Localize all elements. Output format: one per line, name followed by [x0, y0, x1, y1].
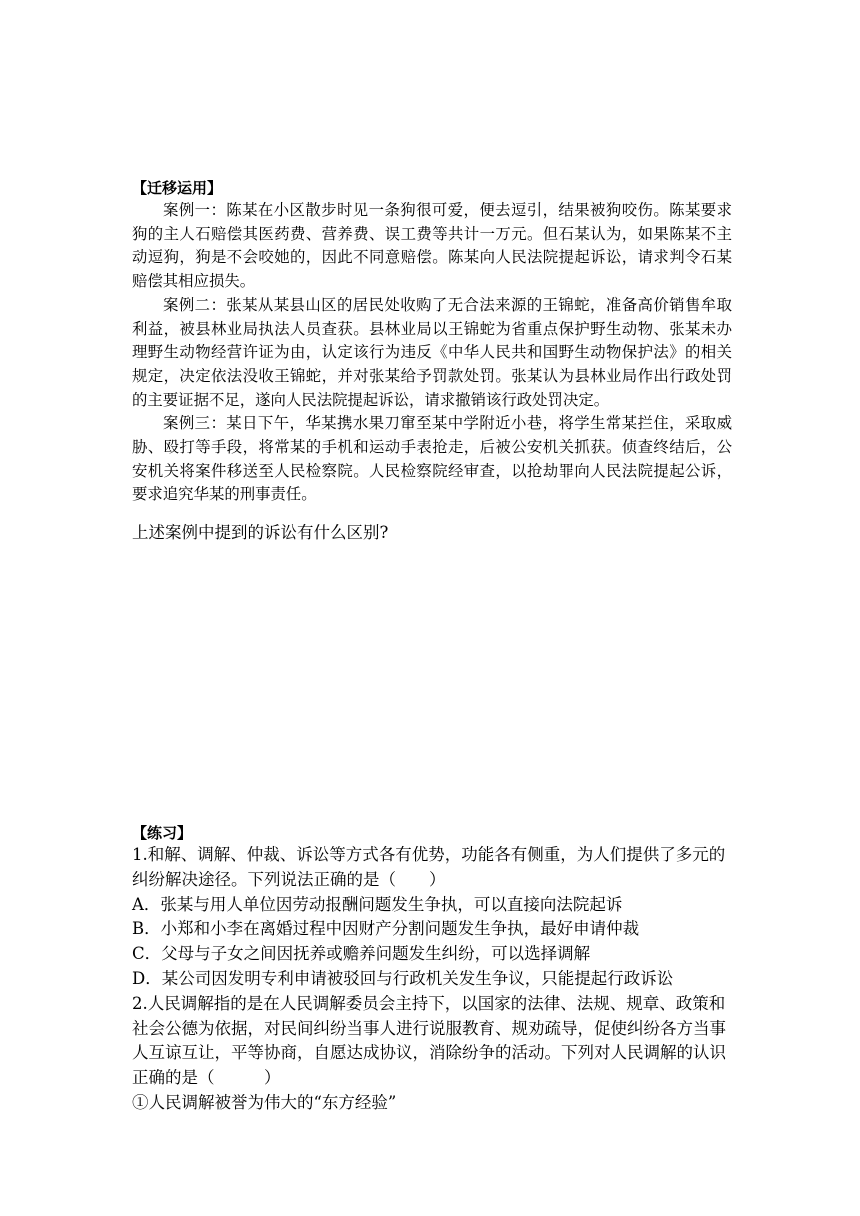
question-2-item-1: ①人民调解被誉为伟大的“东方经验” [132, 1092, 397, 1112]
question-1-stem: 1.和解、调解、仲裁、诉讼等方式各有优势，功能各有侧重，为人们提供了多元的纠纷解决途径。下列说法正确的是（ ） [132, 845, 726, 889]
case-question [132, 521, 732, 545]
case-one: 案例一：陈某在小区散步时见一条狗很可爱，便去逗引，结果被狗咬伤。陈某要求狗的主人石赔偿其医药费、营养费、误工费等共计一万元。但石某认为，如果陈某不主动逗狗，狗是不会咬她的，因此不同意赔偿。陈某向人民法院提起诉讼，请求判令石某赔偿其相应损失。 [132, 201, 732, 291]
exercise-list [132, 843, 732, 1116]
question-1-option-a: A．张某与用人单位因劳动报酬问题发生争执，可以直接向法院起诉 [132, 894, 623, 914]
question-2-stem: 2.人民调解指的是在人民调解委员会主持下，以国家的法律、法规、规章、政策和社会公德为依据，对民间纠纷当事人进行说服教育、规劝疏导，促使纠纷各方当事人互谅互让，平等协商，自愿达成协议，消除纷争的活动。下列对人民调解的认识正确的是（ ） [132, 993, 726, 1088]
case-list [132, 199, 732, 507]
section-heading-exercise: 【练习】 [132, 824, 193, 842]
question-text: 上述案例中提到的诉讼有什么区别? [132, 523, 389, 542]
case-three: 案例三：某日下午，华某携水果刀窜至某中学附近小巷，将学生常某拦住，采取威胁、殴打等手段，将常某的手机和运动手表抢走，后被公安机关抓获。侦查终结后，公安机关将案件移送至人民检察院。人民检察院经审查，以抢劫罪向人民法院提起公诉，要求追究华某的刑事责任。 [132, 414, 732, 504]
question-1-option-c: C．父母与子女之间因抚养或赡养问题发生纠纷，可以选择调解 [132, 944, 591, 964]
question-1-option-b: B．小郑和小李在离婚过程中因财产分割问题发生争执，最好申请仲裁 [132, 919, 640, 939]
section-heading-transfer: 【迁移运用】 [132, 179, 223, 197]
case-two: 案例二：张某从某县山区的居民处收购了无合法来源的王锦蛇，准备高价销售牟取利益，被县林业局执法人员查获。县林业局以王锦蛇为省重点保护野生动物、张某未办理野生动物经营许证为由，认定该行为违反《中华人民共和国野生动物保护法》的相关规定，决定依法没收王锦蛇，并对张某给予罚款处罚。张某认为县林业局作出行政处罚的主要证据不足，遂向人民法院提起诉讼，请求撤销该行政处罚决定。 [132, 295, 732, 409]
question-1-option-d: D．某公司因发明专利申请被驳回与行政机关发生争议，只能提起行政诉讼 [132, 968, 674, 988]
